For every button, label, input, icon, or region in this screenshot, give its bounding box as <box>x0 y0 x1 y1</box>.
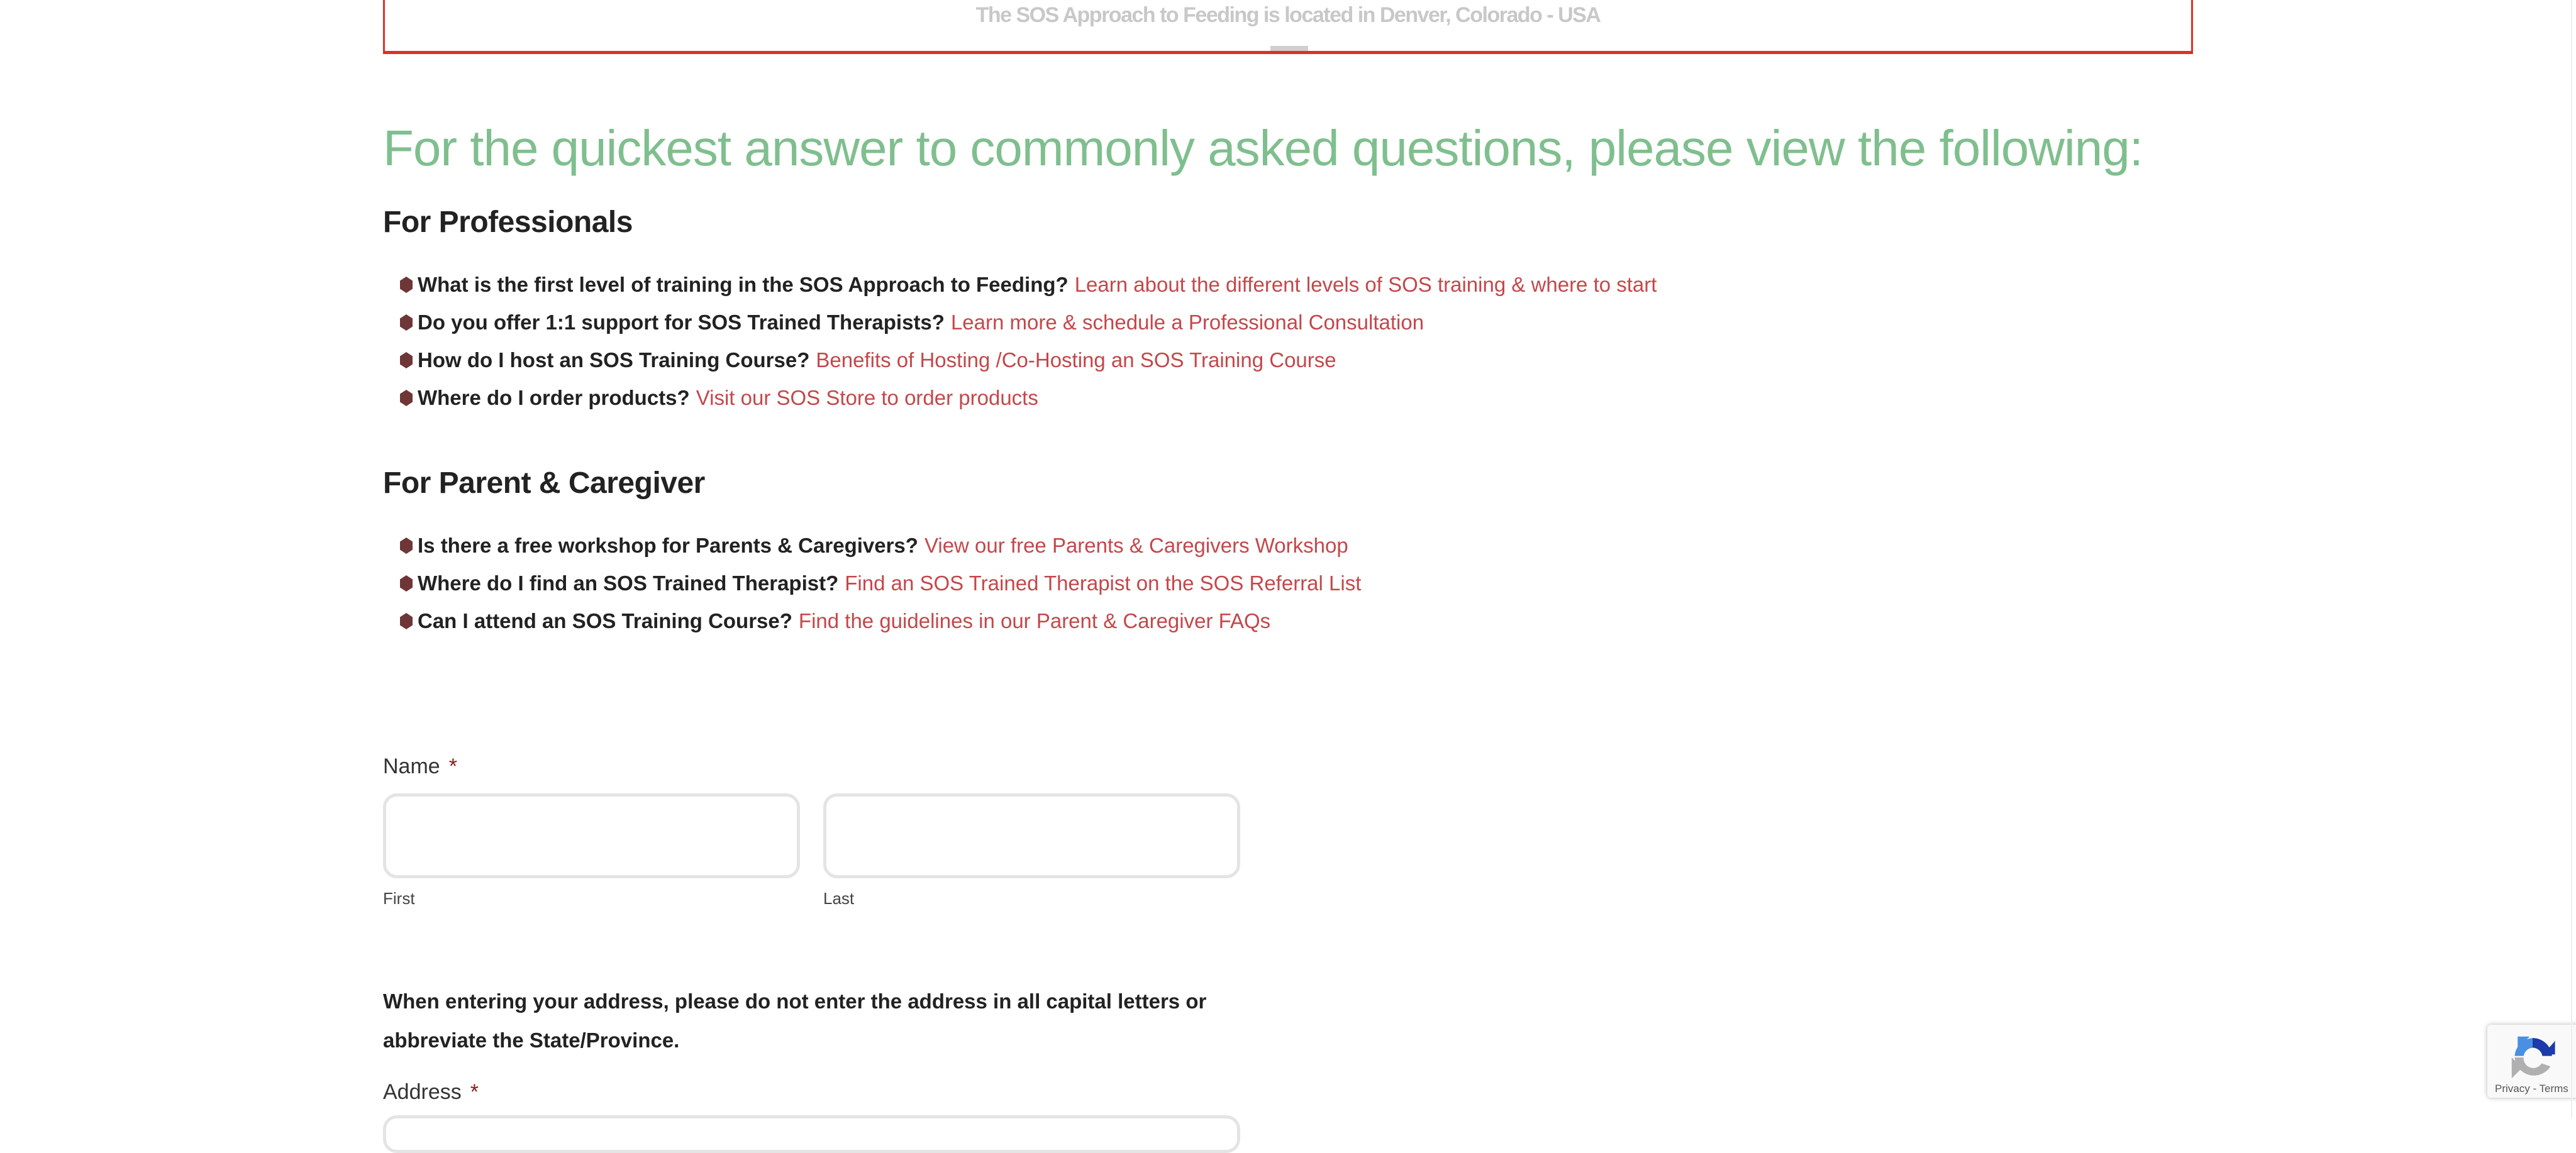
first-name-sublabel: First <box>383 889 415 908</box>
address-label: Address * <box>383 1080 479 1104</box>
faq-answer-link[interactable]: View our free Parents & Caregivers Workshop <box>924 534 1348 557</box>
faq-answer-link[interactable]: Learn about the different levels of SOS training & where to start <box>1074 273 1657 296</box>
faq-answer-link[interactable]: Find the guidelines in our Parent & Caregiver FAQs <box>798 609 1271 632</box>
bullet-icon <box>400 613 413 629</box>
recaptcha-terms-link[interactable]: Privacy - Terms <box>2495 1083 2568 1095</box>
last-name-input[interactable] <box>823 793 1240 878</box>
bullet-icon <box>400 538 413 554</box>
address-input[interactable] <box>383 1115 1240 1153</box>
faq-headline: For the quickest answer to commonly asked questions, please view the following: <box>383 120 2143 176</box>
required-mark: * <box>448 754 457 778</box>
faq-question: Can I attend an SOS Training Course? <box>418 609 792 632</box>
required-mark: * <box>470 1080 479 1104</box>
bullet-icon <box>400 314 413 331</box>
location-text: The SOS Approach to Feeding is located in Denver, Colorado - USA <box>975 3 1601 27</box>
faq-item <box>400 273 1657 297</box>
faq-item <box>400 348 1336 372</box>
faq-answer-link[interactable]: Find an SOS Trained Therapist on the SOS Referral List <box>845 571 1362 595</box>
name-label: Name * <box>383 754 457 778</box>
bullet-icon <box>400 277 413 293</box>
recaptcha-icon <box>2509 1034 2557 1081</box>
recaptcha-badge[interactable] <box>2487 1025 2576 1098</box>
faq-question: Is there a free workshop for Parents & Caregivers? <box>418 534 918 557</box>
faq-question: How do I host an SOS Training Course? <box>418 348 810 372</box>
faq-item <box>400 311 1424 334</box>
faq-item <box>400 534 1348 558</box>
faq-item <box>400 571 1361 595</box>
faq-item <box>400 386 1038 410</box>
faq-question: Where do I find an SOS Trained Therapist? <box>418 571 839 595</box>
first-name-input[interactable] <box>383 793 800 878</box>
bullet-icon <box>400 575 413 592</box>
faq-question: Where do I order products? <box>418 386 690 409</box>
faq-question: What is the first level of training in the SOS Approach to Feeding? <box>418 273 1069 296</box>
address-note: When entering your address, please do not enter the address in all capital letters or abbreviate the State/Province. <box>383 990 1207 1052</box>
scrollbar[interactable] <box>2571 0 2572 1118</box>
location-banner <box>383 0 2193 54</box>
faq-question: Do you offer 1:1 support for SOS Trained Therapists? <box>418 311 945 334</box>
drag-handle[interactable] <box>1270 46 1308 51</box>
bullet-icon <box>400 352 413 368</box>
last-name-sublabel: Last <box>823 889 855 908</box>
professionals-heading: For Professionals <box>383 206 633 239</box>
faq-item <box>400 609 1270 633</box>
parents-heading: For Parent & Caregiver <box>383 466 705 500</box>
bullet-icon <box>400 390 413 406</box>
faq-answer-link[interactable]: Benefits of Hosting /Co-Hosting an SOS Training Course <box>816 348 1336 372</box>
faq-answer-link[interactable]: Visit our SOS Store to order products <box>696 386 1038 409</box>
faq-answer-link[interactable]: Learn more & schedule a Professional Consultation <box>950 311 1424 334</box>
